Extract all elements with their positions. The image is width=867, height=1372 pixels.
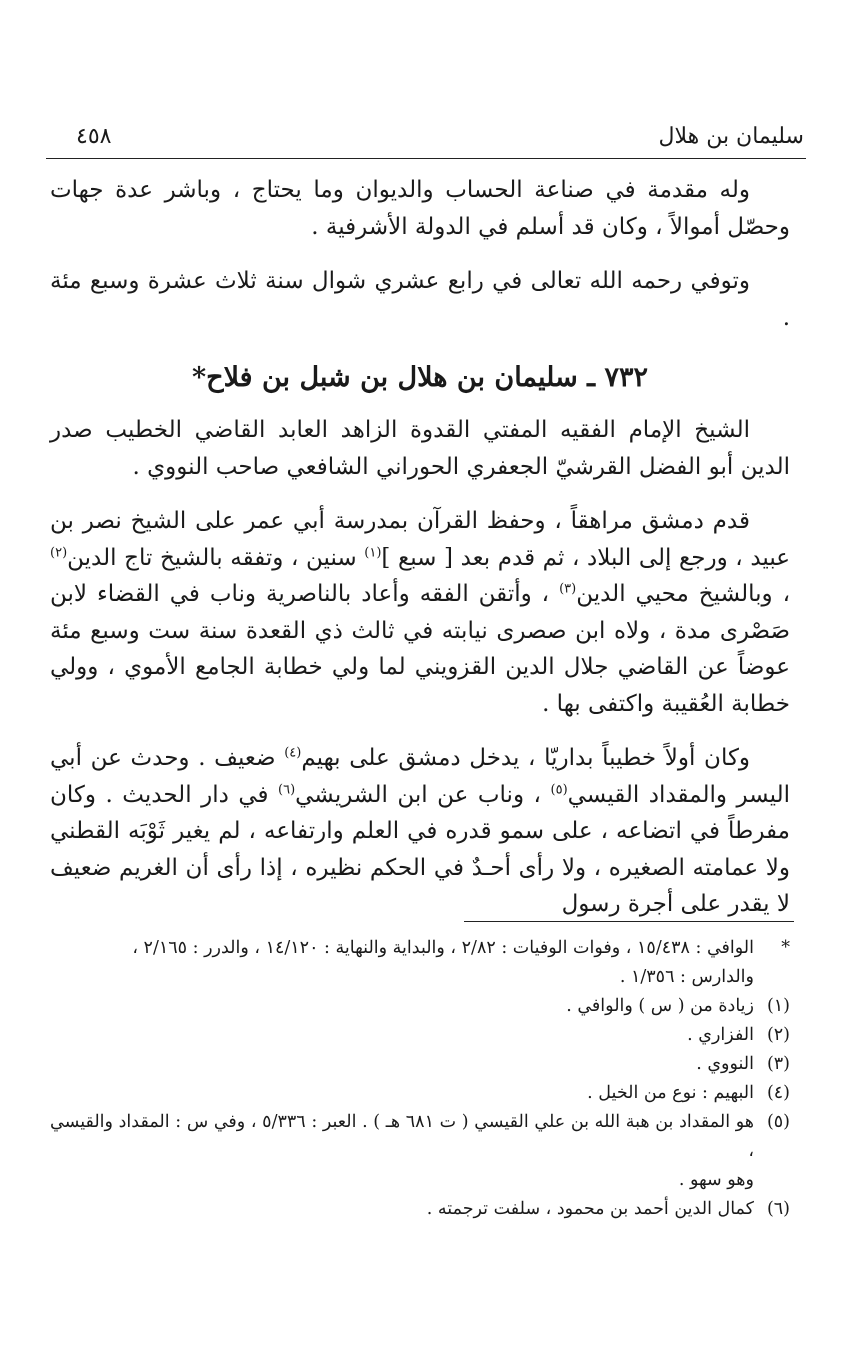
footnote-text: زيادة من ( س ) والوافي . xyxy=(566,996,754,1016)
paragraph-4-text-2: سنين ، وتفقه بالشيخ تاج الدين xyxy=(67,544,365,571)
footnote-ref-2: (٢) xyxy=(50,544,68,560)
page-number: ٤٥٨ xyxy=(76,124,112,149)
footnote-mark: (١) xyxy=(766,996,790,1016)
footnote-text: الوافي : ١٥/٤٣٨ ، وفوات الوفيات : ٢/٨٢ ، والبداية والنهاية : ١٤/١٢٠ ، والدرر : ٢/١٦٥ ، xyxy=(132,938,754,958)
footnote-continuation: وهو سهو . xyxy=(678,1170,754,1190)
footnote-ref-5: (٥) xyxy=(550,781,568,797)
footnote-text: هو المقداد بن هبة الله بن علي القيسي ( ت ٦٨١ هـ ) . العبر : ٥/٣٣٦ ، وفي س : المقداد والقيسي ، xyxy=(50,1112,754,1161)
footnote-text: الفزاري . xyxy=(687,1025,754,1045)
footnote-ref-1: (١) xyxy=(364,544,382,560)
paragraph-4-text-1: قدم دمشق مراهقاً ، وحفظ القرآن بمدرسة أبي عمر على الشيخ نصر بن عبيد ، ورجع إلى البلاد ، ثم قدم بعد [ سبع ] xyxy=(50,508,790,571)
main-text xyxy=(50,172,790,923)
paragraph-5-text-2: ضعيف . وحدث عن أبي اليسر والمقداد القيسي xyxy=(50,745,791,808)
footnote-mark: (٥) xyxy=(766,1112,790,1132)
entry-heading: ٧٣٢ ـ سليمان بن هلال بن شبل بن فلاح* xyxy=(192,362,648,393)
running-title: سليمان بن هلال xyxy=(658,124,804,149)
footnote-mark: (٢) xyxy=(766,1025,790,1045)
footnote-text: كمال الدين أحمد بن محمود ، سلفت ترجمته . xyxy=(426,1199,754,1219)
footnote-ref-3: (٣) xyxy=(559,581,577,597)
footnote-ref-6: (٦) xyxy=(278,781,296,797)
paragraph-5-text-1: وكان أولاً خطيباً بداريّا ، يدخل دمشق على بهيم xyxy=(301,745,751,771)
footnotes xyxy=(50,934,790,1224)
footnote-text: البهيم : نوع من الخيل . xyxy=(587,1083,754,1103)
paragraph-5-text-4: في دار الحديث . وكان مفرطاً في اتضاعه ، على سمو قدره في العلم وارتفاعه ، لم يغير ثَوْبَه القطني ولا عمامته الصغيره ، ولا رأى أحـدٌ في الحكم نظيره ، إذا رأى أن الغريم ضعيف لا يقدر على أجرة رسول xyxy=(50,781,790,917)
footnote-mark: (٤) xyxy=(766,1083,790,1103)
paragraph-4-text-4: ، وأتقن الفقه وأعاد بالناصرية وناب في القضاء لابن صَصْرى مدة ، ولاه ابن صصرى نيابته في ثالث ذي القعدة سنة ست وسبع مئة عوضاً عن القاضي جلال الدين القزويني لما ولي خطابة الجامع الأموي ، وولي خطابة العُقيبة واكتفى بها . xyxy=(50,581,790,717)
footnote-5 xyxy=(50,1108,790,1166)
paragraph-5 xyxy=(50,740,790,923)
footnote-ref-4: (٤) xyxy=(284,745,302,761)
footnote-1 xyxy=(50,992,790,1021)
paragraph-1: وله مقدمة في صناعة الحساب والديوان وما يحتاج ، وباشر عدة جهات وحصّل أموالاً ، وكان قد أسلم في الدولة الأشرفية . xyxy=(50,177,790,240)
footnote-source xyxy=(50,934,790,963)
footnote-divider xyxy=(464,921,794,922)
paragraph-3: الشيخ الإمام الفقيه المفتي القدوة الزاهد العابد القاضي الخطيب صدر الدين أبو الفضل القرشيّ الجعفري الحوراني الشافعي صاحب النووي . xyxy=(50,417,790,480)
footnote-mark: * xyxy=(781,938,790,958)
footnote-continuation: والدارس : ١/٣٥٦ . xyxy=(619,967,754,987)
footnote-2 xyxy=(50,1021,790,1050)
paragraph-2: وتوفي رحمه الله تعالى في رابع عشري شوال سنة ثلاث عشرة وسبع مئة . xyxy=(50,268,790,331)
footnote-6 xyxy=(50,1195,790,1224)
footnote-4 xyxy=(50,1079,790,1108)
footnote-mark: (٣) xyxy=(766,1054,790,1074)
footnote-3 xyxy=(50,1050,790,1079)
footnote-mark: (٦) xyxy=(766,1199,790,1219)
paragraph-4 xyxy=(50,503,790,722)
paragraph-4-text-3: ، وبالشيخ محيي الدين xyxy=(576,581,790,607)
footnote-text: النووي . xyxy=(696,1054,754,1074)
paragraph-5-text-3: ، وناب عن ابن الشريشي xyxy=(295,781,551,808)
page-header xyxy=(46,118,806,159)
